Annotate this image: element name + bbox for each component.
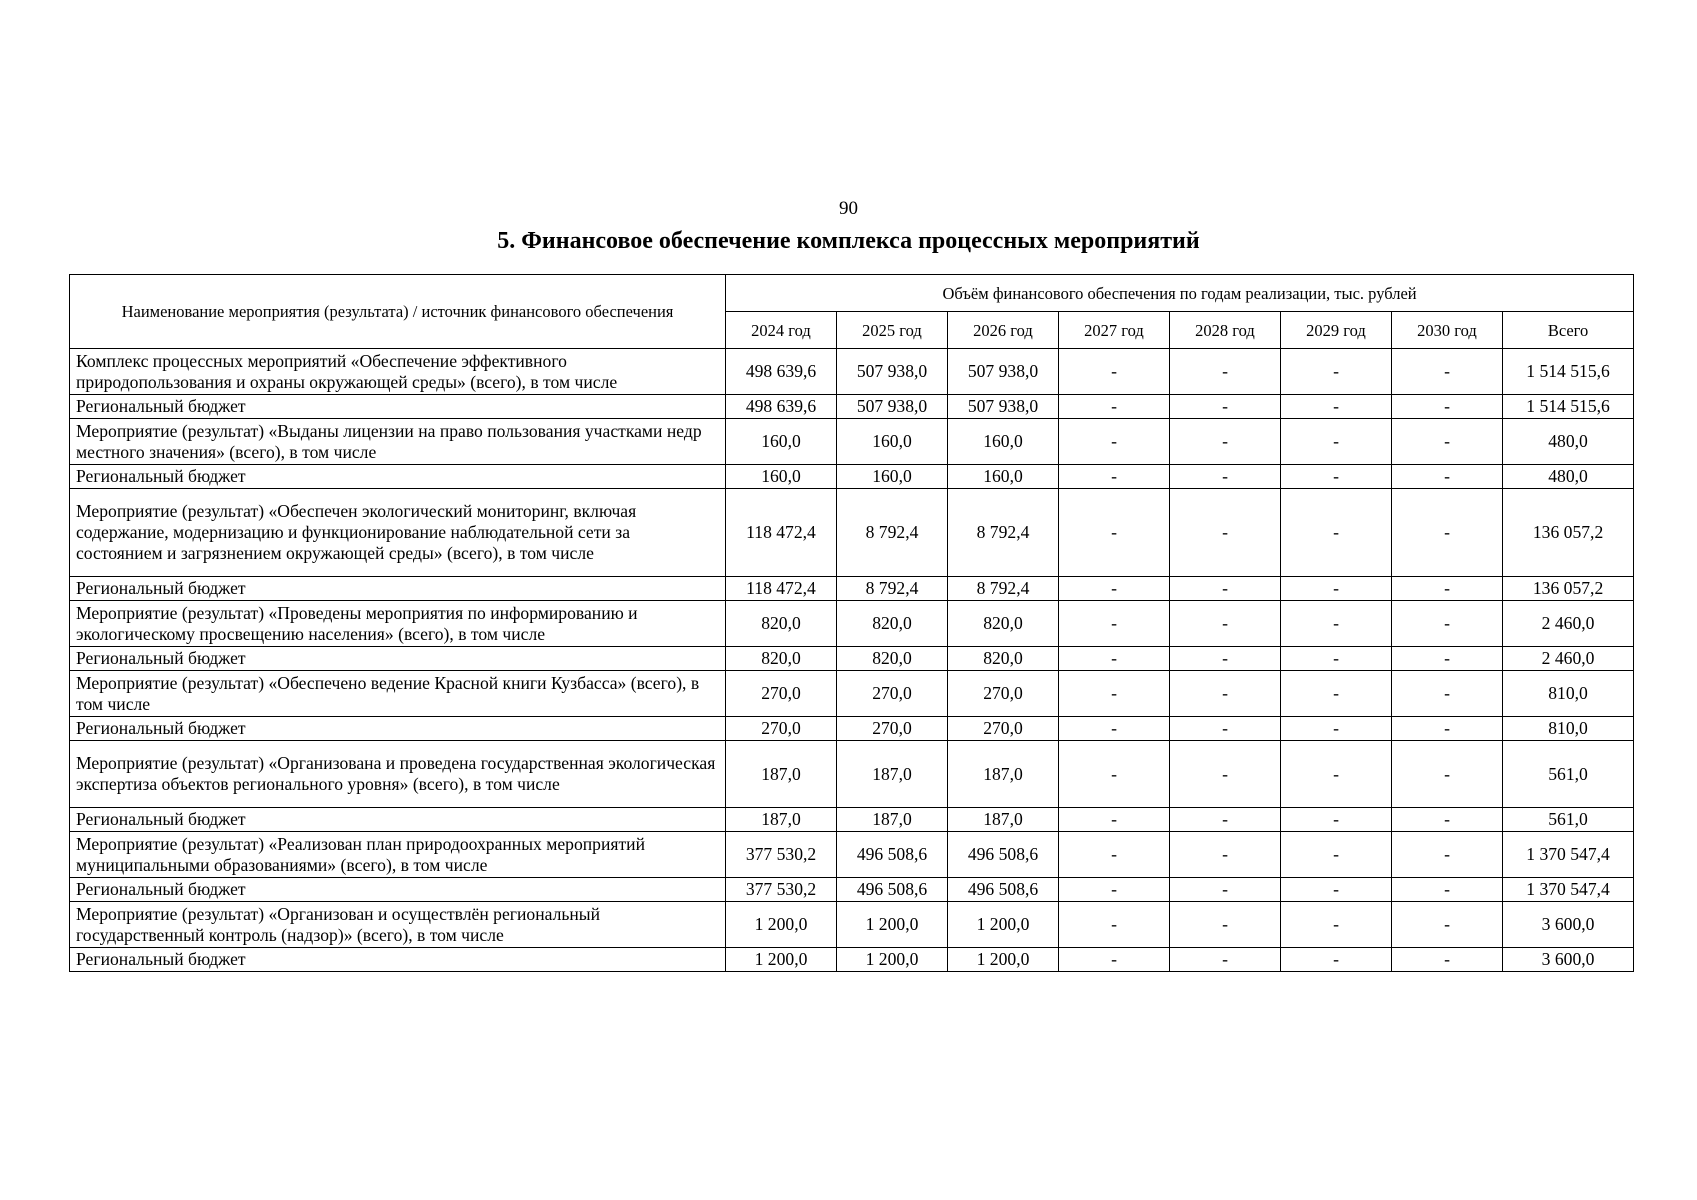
year-value-cell: - — [1170, 948, 1281, 972]
year-value-cell: 187,0 — [837, 808, 948, 832]
year-value-cell: 187,0 — [837, 741, 948, 808]
table-row — [70, 647, 1634, 671]
year-value-cell: - — [1392, 902, 1503, 948]
year-value-cell: 160,0 — [948, 419, 1059, 465]
total-cell: 810,0 — [1503, 717, 1634, 741]
year-value-cell: - — [1059, 647, 1170, 671]
year-value-cell: - — [1170, 832, 1281, 878]
year-value-cell: - — [1170, 902, 1281, 948]
table-row — [70, 349, 1634, 395]
year-value-cell: - — [1059, 878, 1170, 902]
year-value-cell: 270,0 — [726, 671, 837, 717]
year-value-cell: - — [1281, 349, 1392, 395]
total-cell: 3 600,0 — [1503, 948, 1634, 972]
year-value-cell: - — [1281, 808, 1392, 832]
year-value-cell: 160,0 — [726, 465, 837, 489]
year-value-cell: - — [1170, 878, 1281, 902]
year-value-cell: - — [1281, 601, 1392, 647]
year-value-cell: 496 508,6 — [837, 832, 948, 878]
funding-source-cell: Региональный бюджет — [70, 395, 726, 419]
table-row — [70, 489, 1634, 577]
year-value-cell: - — [1059, 808, 1170, 832]
year-value-cell: 118 472,4 — [726, 489, 837, 577]
year-value-cell: 1 200,0 — [948, 948, 1059, 972]
financing-table — [69, 274, 1634, 972]
year-value-cell: - — [1281, 395, 1392, 419]
year-value-cell: - — [1392, 671, 1503, 717]
total-cell: 480,0 — [1503, 465, 1634, 489]
year-header: 2027 год — [1059, 312, 1170, 349]
year-value-cell: 496 508,6 — [837, 878, 948, 902]
year-value-cell: 377 530,2 — [726, 832, 837, 878]
year-value-cell: 820,0 — [948, 601, 1059, 647]
year-value-cell: - — [1170, 647, 1281, 671]
table-row — [70, 671, 1634, 717]
year-value-cell: 8 792,4 — [948, 577, 1059, 601]
year-value-cell: - — [1170, 808, 1281, 832]
year-value-cell: - — [1059, 577, 1170, 601]
year-value-cell: - — [1392, 489, 1503, 577]
year-value-cell: - — [1059, 902, 1170, 948]
year-value-cell: - — [1281, 647, 1392, 671]
total-cell: 136 057,2 — [1503, 577, 1634, 601]
year-value-cell: 507 938,0 — [837, 395, 948, 419]
year-value-cell: - — [1392, 832, 1503, 878]
measure-name-cell: Мероприятие (результат) «Проведены мероприятия по информированию и экологическому просвещению населения» (всего), в том числе — [70, 601, 726, 647]
total-cell: 1 514 515,6 — [1503, 349, 1634, 395]
table-row — [70, 741, 1634, 808]
table-row — [70, 577, 1634, 601]
year-value-cell: 8 792,4 — [837, 489, 948, 577]
year-value-cell: - — [1392, 647, 1503, 671]
table-row — [70, 717, 1634, 741]
year-value-cell: - — [1392, 465, 1503, 489]
total-cell: 1 370 547,4 — [1503, 878, 1634, 902]
table-row — [70, 902, 1634, 948]
year-header: 2030 год — [1392, 312, 1503, 349]
year-value-cell: 820,0 — [726, 647, 837, 671]
year-value-cell: 498 639,6 — [726, 395, 837, 419]
page-number: 90 — [839, 198, 858, 219]
measure-name-cell: Мероприятие (результат) «Организован и осуществлён региональный государственный контроль (надзор)» (всего), в том числе — [70, 902, 726, 948]
volume-header: Объём финансового обеспечения по годам реализации, тыс. рублей — [726, 275, 1634, 312]
year-value-cell: - — [1281, 948, 1392, 972]
total-cell: 1 370 547,4 — [1503, 832, 1634, 878]
table-row — [70, 832, 1634, 878]
year-value-cell: 820,0 — [837, 647, 948, 671]
year-value-cell: - — [1059, 832, 1170, 878]
year-value-cell: - — [1059, 349, 1170, 395]
year-value-cell: 8 792,4 — [837, 577, 948, 601]
year-value-cell: - — [1059, 717, 1170, 741]
year-value-cell: 496 508,6 — [948, 878, 1059, 902]
funding-source-cell: Региональный бюджет — [70, 878, 726, 902]
measure-name-cell: Мероприятие (результат) «Обеспечено ведение Красной книги Кузбасса» (всего), в том числе — [70, 671, 726, 717]
table-row — [70, 465, 1634, 489]
page-title: 5. Финансовое обеспечение комплекса процессных мероприятий — [497, 228, 1200, 254]
measure-name-cell: Мероприятие (результат) «Реализован план природоохранных мероприятий муниципальными образованиями» (всего), в том числе — [70, 832, 726, 878]
funding-source-cell: Региональный бюджет — [70, 647, 726, 671]
funding-source-cell: Региональный бюджет — [70, 717, 726, 741]
year-value-cell: 270,0 — [837, 717, 948, 741]
year-header: 2025 год — [837, 312, 948, 349]
year-value-cell: - — [1392, 948, 1503, 972]
year-header: 2024 год — [726, 312, 837, 349]
table-row — [70, 419, 1634, 465]
year-value-cell: - — [1281, 577, 1392, 601]
table-header — [70, 275, 1634, 349]
funding-source-cell: Региональный бюджет — [70, 948, 726, 972]
year-value-cell: - — [1059, 465, 1170, 489]
year-value-cell: 1 200,0 — [948, 902, 1059, 948]
year-value-cell: 1 200,0 — [837, 902, 948, 948]
total-cell: 561,0 — [1503, 741, 1634, 808]
year-value-cell: 820,0 — [837, 601, 948, 647]
year-value-cell: - — [1281, 671, 1392, 717]
year-value-cell: - — [1392, 878, 1503, 902]
year-value-cell: - — [1392, 395, 1503, 419]
year-value-cell: - — [1170, 671, 1281, 717]
year-value-cell: - — [1281, 465, 1392, 489]
year-value-cell: 187,0 — [948, 741, 1059, 808]
year-value-cell: - — [1281, 832, 1392, 878]
year-header: 2026 год — [948, 312, 1059, 349]
year-value-cell: 820,0 — [726, 601, 837, 647]
total-cell: 3 600,0 — [1503, 902, 1634, 948]
year-value-cell: - — [1170, 395, 1281, 419]
year-value-cell: 160,0 — [837, 465, 948, 489]
total-cell: 2 460,0 — [1503, 647, 1634, 671]
year-value-cell: 498 639,6 — [726, 349, 837, 395]
total-cell: 810,0 — [1503, 671, 1634, 717]
year-value-cell: - — [1170, 465, 1281, 489]
year-value-cell: - — [1059, 395, 1170, 419]
table-row — [70, 948, 1634, 972]
year-header: 2029 год — [1281, 312, 1392, 349]
total-header: Всего — [1503, 312, 1634, 349]
year-value-cell: 187,0 — [726, 741, 837, 808]
year-value-cell: - — [1170, 489, 1281, 577]
table-row — [70, 878, 1634, 902]
year-value-cell: - — [1281, 489, 1392, 577]
table-row — [70, 808, 1634, 832]
year-value-cell: - — [1392, 349, 1503, 395]
year-value-cell: - — [1059, 741, 1170, 808]
year-value-cell: - — [1170, 349, 1281, 395]
funding-source-cell: Региональный бюджет — [70, 577, 726, 601]
year-value-cell: - — [1170, 741, 1281, 808]
year-value-cell: 1 200,0 — [726, 948, 837, 972]
year-value-cell: - — [1059, 671, 1170, 717]
year-value-cell: - — [1392, 577, 1503, 601]
measure-name-cell: Комплекс процессных мероприятий «Обеспечение эффективного природопользования и охраны окружающей среды» (всего), в том числе — [70, 349, 726, 395]
measure-name-cell: Мероприятие (результат) «Выданы лицензии на право пользования участками недр местного значения» (всего), в том числе — [70, 419, 726, 465]
total-cell: 136 057,2 — [1503, 489, 1634, 577]
year-value-cell: - — [1170, 419, 1281, 465]
year-value-cell: - — [1281, 419, 1392, 465]
year-value-cell: 1 200,0 — [837, 948, 948, 972]
year-value-cell: - — [1392, 741, 1503, 808]
year-value-cell: - — [1392, 601, 1503, 647]
total-cell: 480,0 — [1503, 419, 1634, 465]
year-value-cell: - — [1281, 902, 1392, 948]
year-value-cell: - — [1059, 419, 1170, 465]
year-value-cell: - — [1281, 741, 1392, 808]
table-body — [70, 349, 1634, 972]
year-value-cell: 160,0 — [837, 419, 948, 465]
year-value-cell: 377 530,2 — [726, 878, 837, 902]
year-value-cell: - — [1281, 878, 1392, 902]
year-value-cell: - — [1392, 808, 1503, 832]
year-value-cell: 507 938,0 — [948, 395, 1059, 419]
measure-name-cell: Мероприятие (результат) «Обеспечен экологический мониторинг, включая содержание, модернизацию и функционирование наблюдательной сети за состоянием и загрязнением окружающей среды» (всего), в том числе — [70, 489, 726, 577]
year-header: 2028 год — [1170, 312, 1281, 349]
year-value-cell: - — [1059, 601, 1170, 647]
year-value-cell: 496 508,6 — [948, 832, 1059, 878]
year-value-cell: 118 472,4 — [726, 577, 837, 601]
table-row — [70, 395, 1634, 419]
year-value-cell: 187,0 — [726, 808, 837, 832]
year-value-cell: 507 938,0 — [837, 349, 948, 395]
year-value-cell: - — [1059, 948, 1170, 972]
name-column-header: Наименование мероприятия (результата) / источник финансового обеспечения — [70, 275, 726, 349]
total-cell: 2 460,0 — [1503, 601, 1634, 647]
year-value-cell: 270,0 — [948, 717, 1059, 741]
year-value-cell: 820,0 — [948, 647, 1059, 671]
year-value-cell: 1 200,0 — [726, 902, 837, 948]
year-value-cell: 270,0 — [948, 671, 1059, 717]
table-row — [70, 601, 1634, 647]
year-value-cell: - — [1170, 601, 1281, 647]
year-value-cell: - — [1170, 577, 1281, 601]
funding-source-cell: Региональный бюджет — [70, 808, 726, 832]
funding-source-cell: Региональный бюджет — [70, 465, 726, 489]
total-cell: 1 514 515,6 — [1503, 395, 1634, 419]
year-value-cell: 270,0 — [726, 717, 837, 741]
year-value-cell: 507 938,0 — [948, 349, 1059, 395]
year-value-cell: - — [1170, 717, 1281, 741]
year-value-cell: - — [1392, 419, 1503, 465]
total-cell: 561,0 — [1503, 808, 1634, 832]
year-value-cell: - — [1392, 717, 1503, 741]
year-value-cell: - — [1059, 489, 1170, 577]
year-value-cell: 270,0 — [837, 671, 948, 717]
year-value-cell: - — [1281, 717, 1392, 741]
year-value-cell: 160,0 — [726, 419, 837, 465]
measure-name-cell: Мероприятие (результат) «Организована и проведена государственная экологическая экспертиза объектов регионального уровня» (всего), в том числе — [70, 741, 726, 808]
year-value-cell: 160,0 — [948, 465, 1059, 489]
year-value-cell: 8 792,4 — [948, 489, 1059, 577]
year-value-cell: 187,0 — [948, 808, 1059, 832]
